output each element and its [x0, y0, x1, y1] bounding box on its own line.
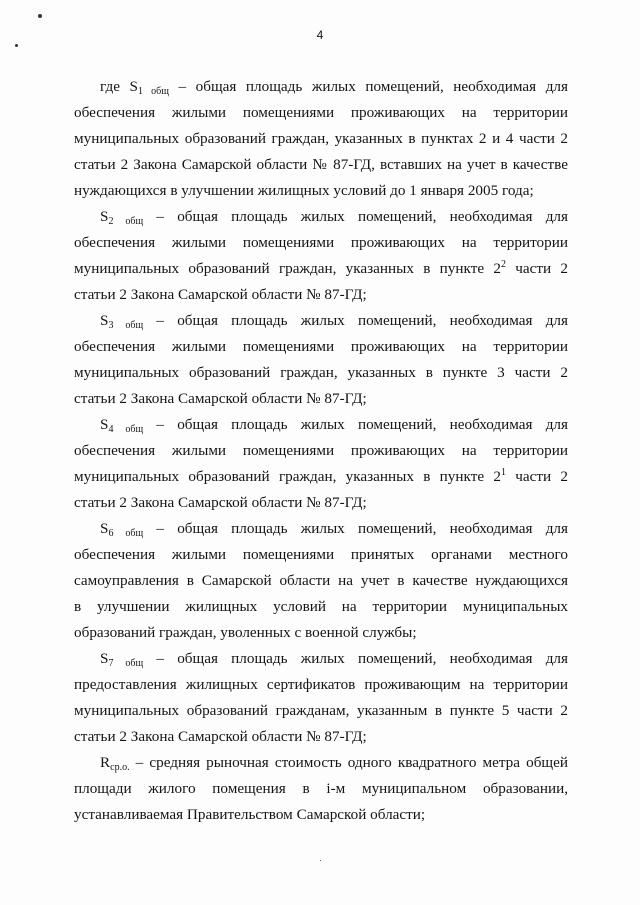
line-text: части 2 — [505, 260, 568, 277]
line-text: статьи 2 Закона Самарской области № 87-ГД; — [74, 494, 367, 511]
line-text: обеспечения жилыми помещениями проживающих на территории — [74, 338, 568, 355]
scan-speck — [15, 44, 18, 47]
line-text: обеспечения жилыми помещениями принятых органами местного — [74, 546, 568, 563]
line-text: нуждающихся в улучшении жилищных условий до 1 января 2005 года; — [74, 182, 534, 199]
paragraph-first-line — [100, 74, 568, 100]
paragraph-first-line — [100, 308, 568, 334]
line-text: обеспечения жилыми помещениями проживающих на территории — [74, 234, 568, 251]
line-text: статьи 2 Закона Самарской области № 87-ГД; — [74, 390, 367, 407]
variable-symbol: S — [100, 312, 109, 329]
variable-index: 2 — [108, 216, 114, 227]
line-text: в улучшении жилищных условий на территории муниципальных — [74, 598, 568, 615]
line-text: – средняя рыночная стоимость одного квадратного метра общей — [129, 754, 568, 771]
paragraph-line — [74, 620, 568, 646]
paragraph-line — [74, 464, 568, 490]
paragraph-line — [74, 802, 568, 828]
line-text: статьи 2 Закона Самарской области № 87-ГД; — [74, 286, 367, 303]
paragraph-line — [74, 386, 568, 412]
variable-symbol: S — [100, 208, 109, 225]
scan-speck — [38, 14, 42, 18]
line-text: – общая площадь жилых помещений, необходимая для — [143, 208, 568, 225]
line-text: статьи 2 Закона Самарской области № 87-ГД; — [74, 728, 367, 745]
paragraph-line — [74, 334, 568, 360]
variable-index: 3 — [108, 320, 114, 331]
line-text: – общая площадь жилых помещений, необходимая для — [143, 520, 568, 537]
variable-symbol: R — [100, 754, 111, 771]
line-text: предоставления жилищных сертификатов проживающим на территории — [74, 676, 568, 693]
paragraph-line — [74, 282, 568, 308]
variable-symbol: S — [100, 650, 109, 667]
paragraph-line — [74, 100, 568, 126]
line-text: муниципальных образований граждан, указанных в пункте 3 части 2 — [74, 364, 568, 381]
line-text: муниципальных образований граждан, указанных в пунктах 2 и 4 части 2 — [74, 130, 568, 147]
line-text: – общая площадь жилых помещений, необходимая для — [143, 416, 568, 433]
line-text: обеспечения жилыми помещениями проживающих на территории — [74, 442, 568, 459]
variable-symbol: S — [100, 520, 109, 537]
paragraph-line — [74, 776, 568, 802]
paragraph-first-line — [100, 750, 568, 776]
variable-subscript: общ — [113, 658, 144, 669]
line-text: муниципальных образований гражданам, указанным в пункте 5 части 2 — [74, 702, 568, 719]
variable-subscript: общ — [113, 528, 144, 539]
paragraph-line — [74, 230, 568, 256]
paragraph-first-line — [100, 516, 568, 542]
line-text: образований граждан, уволенных с военной службы; — [74, 624, 417, 641]
variable-index: 6 — [108, 528, 114, 539]
line-text: площади жилого помещения в i-м муниципальном образовании, — [74, 780, 568, 797]
paragraph-line — [74, 256, 568, 282]
paragraph-first-line — [100, 204, 568, 230]
variable-index: 7 — [108, 658, 114, 669]
superscript: 2 — [500, 258, 506, 270]
paragraph-first-line — [100, 646, 568, 672]
line-text: устанавливаемая Правительством Самарской области; — [74, 806, 426, 823]
line-text: где — [100, 78, 130, 95]
paragraph-line — [74, 594, 568, 620]
superscript: 1 — [500, 466, 506, 478]
paragraph-line — [74, 126, 568, 152]
line-text: муниципальных образований граждан, указанных в пункте 2 — [74, 468, 501, 485]
variable-symbol: S — [100, 416, 109, 433]
paragraph-line — [74, 724, 568, 750]
paragraph-first-line — [100, 412, 568, 438]
paragraph-line — [74, 542, 568, 568]
page-number: 4 — [316, 28, 324, 42]
paragraph-line — [74, 672, 568, 698]
variable-subscript: общ — [113, 320, 144, 331]
variable-subscript: общ — [142, 86, 169, 97]
variable-subscript: общ — [113, 424, 144, 435]
variable-index: ср.о. — [110, 762, 130, 773]
variable-symbol: S — [129, 78, 138, 95]
paragraph-line — [74, 178, 568, 204]
line-text: самоуправления в Самарской области на учет в качестве нуждающихся — [74, 572, 568, 589]
variable-subscript: общ — [113, 216, 144, 227]
line-text: обеспечения жилыми помещениями проживающих на территории — [74, 104, 568, 121]
paragraph-line — [74, 568, 568, 594]
paragraph-line — [74, 438, 568, 464]
variable-index: 4 — [108, 424, 114, 435]
line-text: – общая площадь жилых помещений, необходимая для — [143, 650, 568, 667]
variable-index: 1 — [137, 86, 143, 97]
paragraph-line — [74, 360, 568, 386]
line-text: статьи 2 Закона Самарской области № 87-ГД, вставших на учет в качестве — [74, 156, 568, 173]
paragraph-line — [74, 698, 568, 724]
paragraph-line — [74, 152, 568, 178]
paragraph-line — [74, 490, 568, 516]
scan-speck — [320, 860, 321, 861]
line-text: муниципальных образований граждан, указанных в пункте 2 — [74, 260, 501, 277]
line-text: – общая площадь жилых помещений, необходимая для — [168, 78, 568, 95]
line-text: части 2 — [505, 468, 568, 485]
line-text: – общая площадь жилых помещений, необходимая для — [143, 312, 568, 329]
